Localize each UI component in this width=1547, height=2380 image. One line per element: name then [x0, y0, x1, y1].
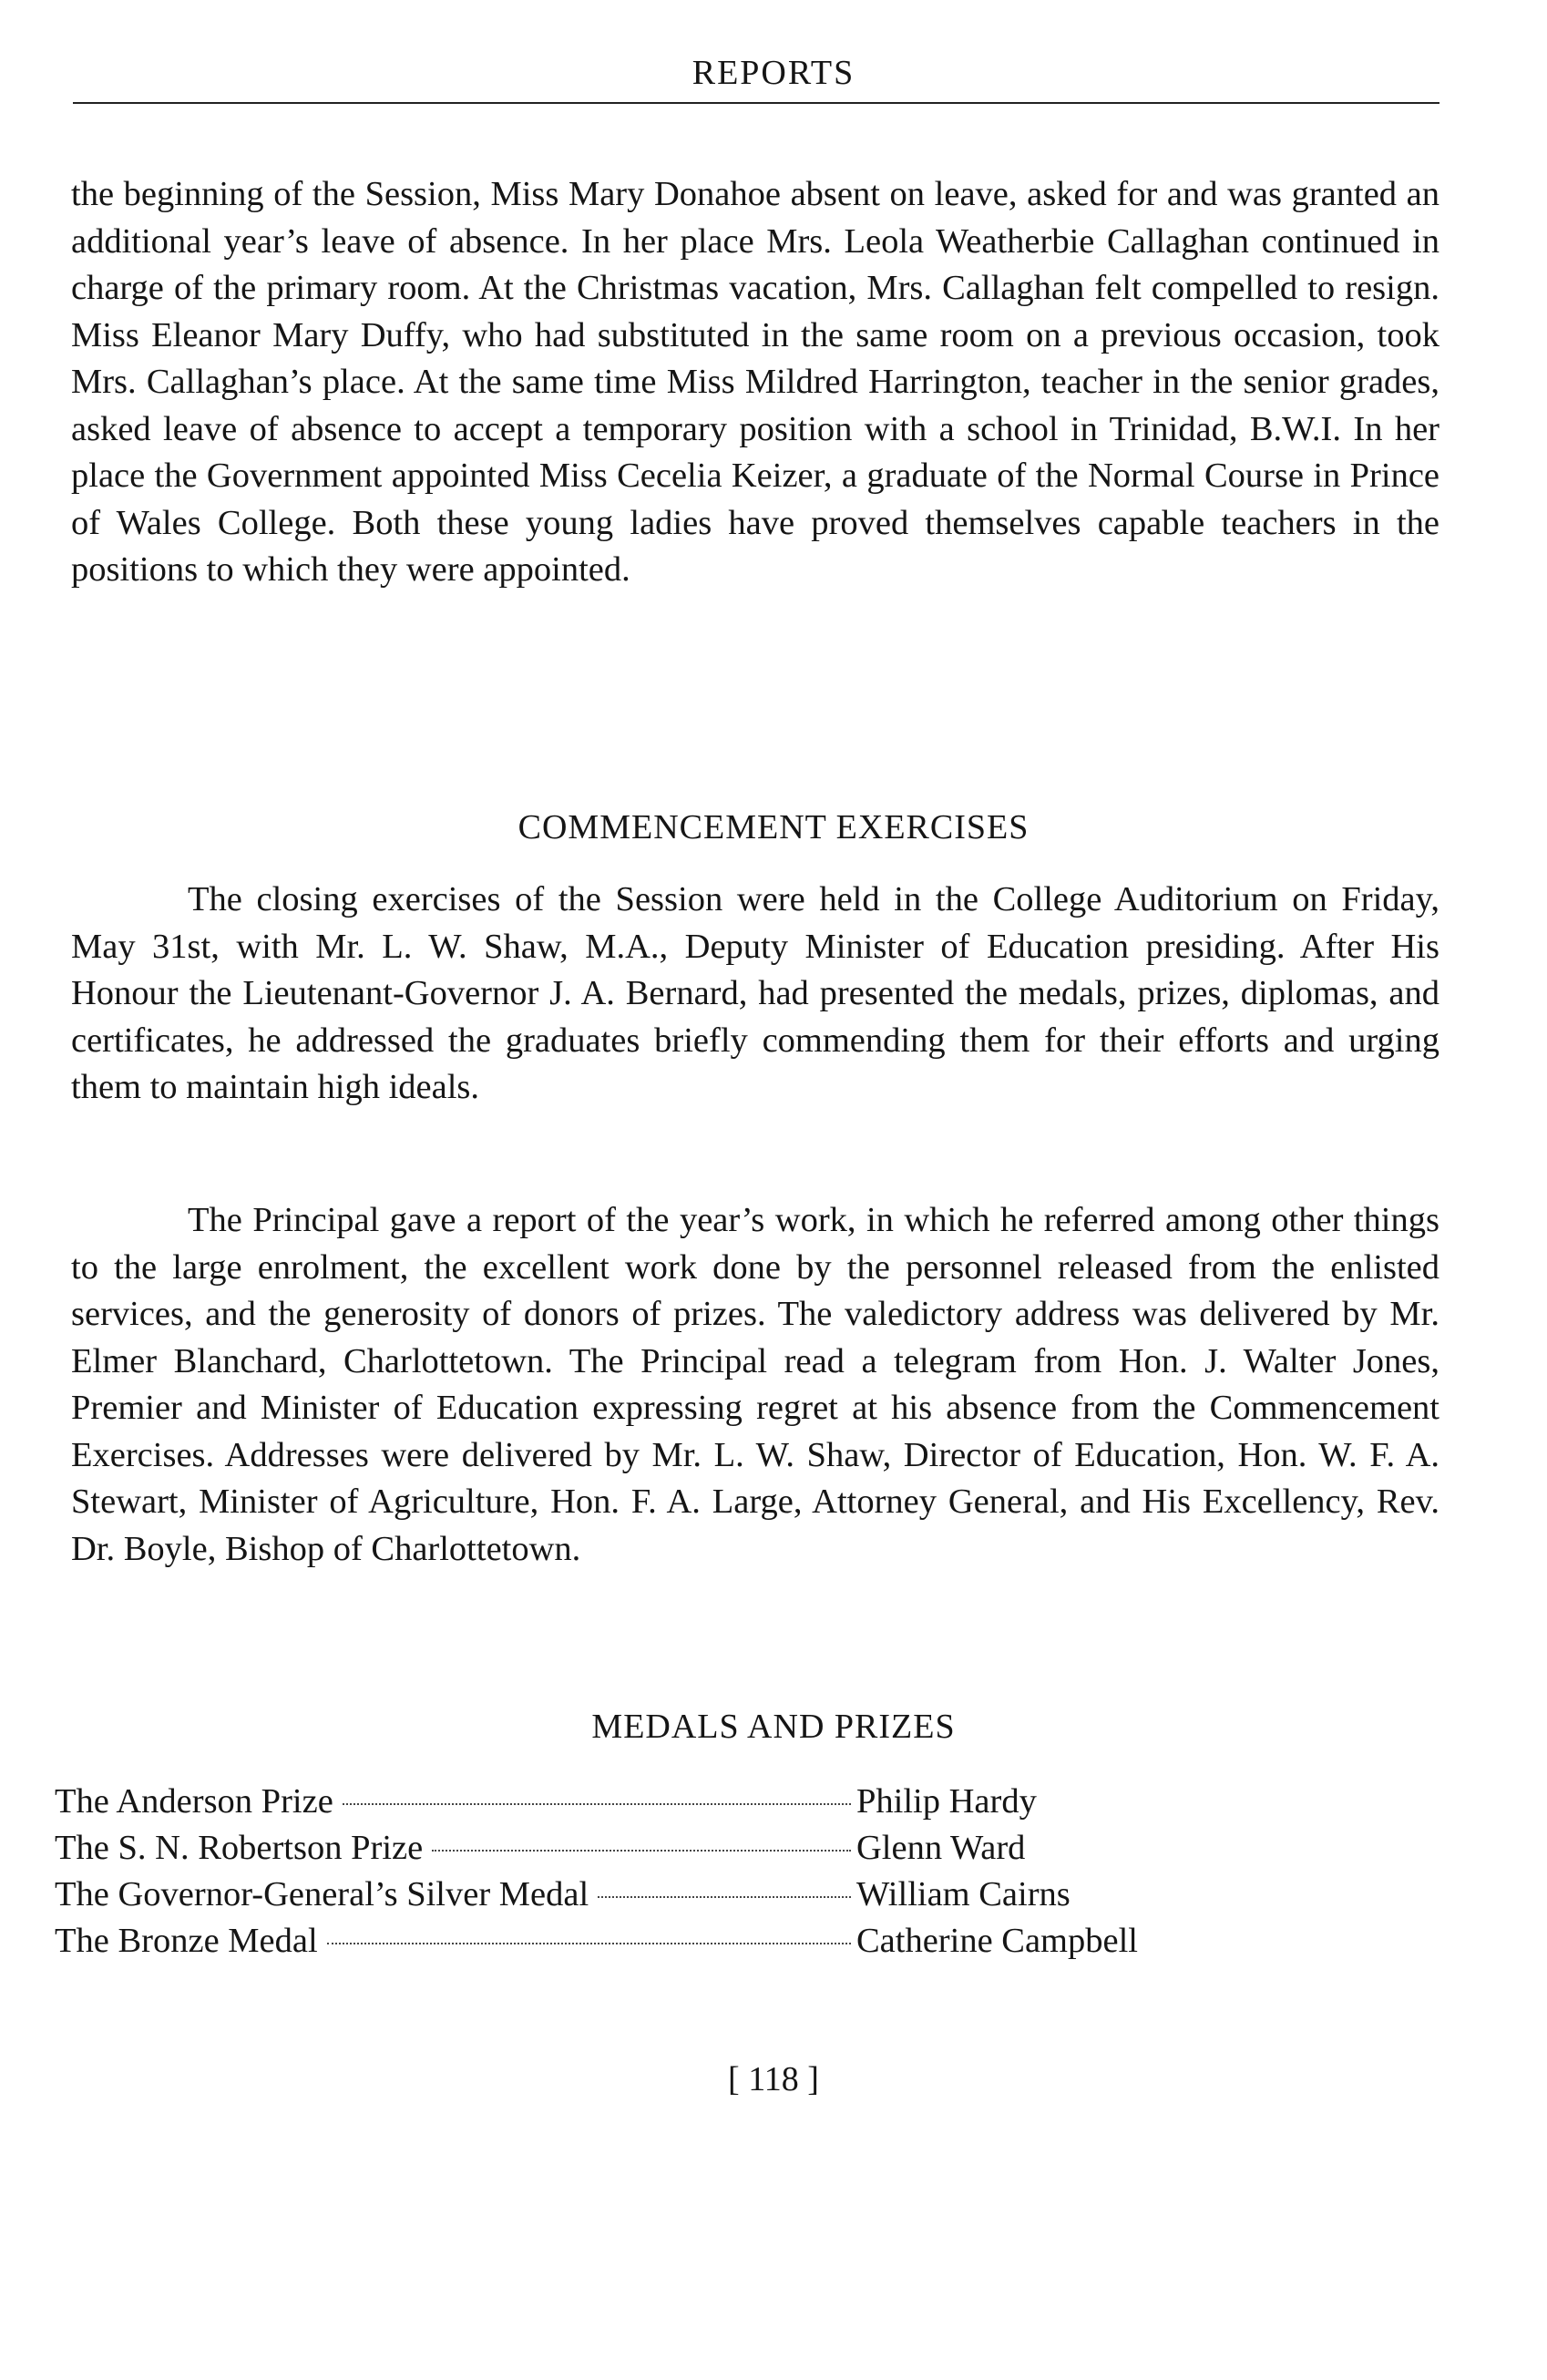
prize-winner: Philip Hardy — [856, 1782, 1037, 1821]
prize-name: The S. N. Robertson Prize — [55, 1829, 424, 1867]
prize-row — [55, 1825, 1212, 1872]
prize-list — [55, 1779, 1212, 1965]
paragraph-text: the beginning of the Session, Miss Mary Donahoe absent on leave, asked for and was granted an additional year’s leave of absence. In her place Mrs. Leola Weatherbie Callaghan continued in charge of the primary room. At the Christmas vacation, Mrs. Callaghan felt compelled to resign. Miss Eleanor Mary Duffy, who had substituted in the same room on a previous occasion, took Mrs. Callaghan’s place. At the same time Miss Mildred Harrington, teacher in the senior grades, asked leave of absence to accept a temporary position with a school in Trinidad, B.W.I. In her place the Government appointed Miss Cecelia Keizer, a graduate of the Normal Course in Prince of Wales College. Both these young ladies have proved themselves capable teachers in the positions to which they were appointed. — [71, 175, 1439, 589]
section-heading-medals: MEDALS AND PRIZES — [591, 1708, 956, 1746]
prize-winner: Catherine Campbell — [856, 1922, 1138, 1960]
prize-name: The Anderson Prize — [55, 1782, 333, 1821]
header-rule — [73, 102, 1439, 104]
section-heading-commencement: COMMENCEMENT EXERCISES — [517, 808, 1030, 846]
paragraph-text: The Principal gave a report of the year’s work, in which he referred among other things to the large enrolment, the excellent work done by the personnel released from the enlisted services, and the generosity of donors of prizes. The valedictory address was delivered by Mr. Elmer Blanchard, Charlottetown. The Principal read a telegram from Hon. J. Walter Jones, Premier and Minister of Education expressing regret at his absence from the Commencement Exercises. Addresses were delivered by Mr. L. W. Shaw, Director of Education, Hon. W. F. A. Stewart, Minister of Agriculture, Hon. F. A. Large, Attorney General, and His Excellency, Rev. Dr. Boyle, Bishop of Charlottetown. — [71, 1201, 1439, 1568]
dot-leader — [598, 1896, 851, 1898]
prize-row — [55, 1779, 1212, 1825]
running-head: REPORTS — [692, 54, 855, 92]
prize-row — [55, 1918, 1212, 1965]
paragraph-text: The closing exercises of the Session were held in the College Auditorium on Friday, May 31st, with Mr. L. W. Shaw, M.A., Deputy Minister of Education presiding. After His Honour the Lieutenant-Governor J. A. Bernard, had presented the medals, prizes, diplomas, and certificates, he addressed the graduates briefly commending them for their efforts and urging them to maintain high ideals. — [71, 880, 1439, 1106]
prize-winner: William Cairns — [856, 1875, 1071, 1913]
prize-row — [55, 1872, 1212, 1918]
paragraph-closing-exercises — [71, 877, 1439, 1112]
dot-leader — [432, 1850, 851, 1852]
prize-name: The Bronze Medal — [55, 1922, 318, 1960]
paragraph-staff-changes — [71, 171, 1439, 594]
paragraph-principal-report — [71, 1197, 1439, 1573]
dot-leader — [343, 1803, 851, 1805]
dot-leader — [327, 1943, 851, 1944]
prize-winner: Glenn Ward — [856, 1829, 1026, 1867]
prize-name: The Governor-General’s Silver Medal — [55, 1875, 589, 1913]
page-number: [ 118 ] — [728, 2060, 819, 2098]
